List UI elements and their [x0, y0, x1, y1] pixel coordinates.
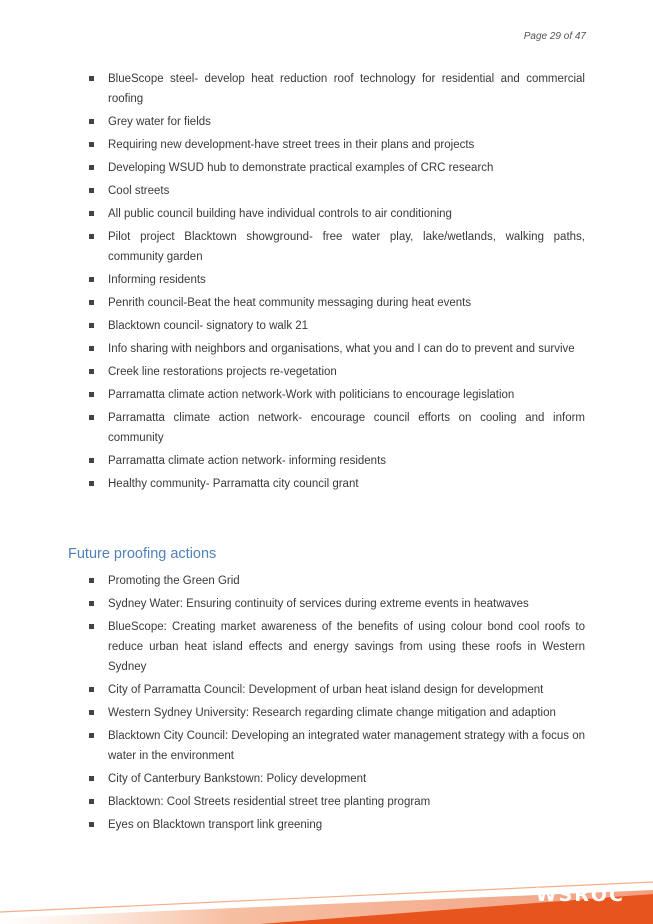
list-item: Developing WSUD hub to demonstrate practical examples of CRC research — [0, 158, 653, 178]
list-item: Grey water for fields — [0, 112, 653, 132]
list-item: Requiring new development-have street trees in their plans and projects — [0, 135, 653, 155]
list-item: Western Sydney University: Research regarding climate change mitigation and adaption — [0, 703, 653, 723]
list-item: Promoting the Green Grid — [0, 571, 653, 591]
list-item: Blacktown City Council: Developing an integrated water management strategy with a focus on water in the environment — [0, 726, 653, 766]
list-item: Pilot project Blacktown showground- free water play, lake/wetlands, walking paths, community garden — [0, 227, 653, 267]
list-item: Creek line restorations projects re-vegetation — [0, 362, 653, 382]
list-item: Penrith council-Beat the heat community messaging during heat events — [0, 293, 653, 313]
future-proofing-list — [0, 571, 653, 838]
list-item: BlueScope steel- develop heat reduction roof technology for residential and commercial roofing — [0, 69, 653, 109]
list-item: All public council building have individual controls to air conditioning — [0, 204, 653, 224]
list-item: BlueScope: Creating market awareness of the benefits of using colour bond cool roofs to reduce urban heat island effects and energy savings from using these roofs in Western Sydney — [0, 617, 653, 677]
list-item: Eyes on Blacktown transport link greening — [0, 815, 653, 835]
wsroc-logo: WSROC — [535, 884, 625, 906]
top-action-list — [0, 69, 653, 497]
list-item: Parramatta climate action network- informing residents — [0, 451, 653, 471]
list-item: Info sharing with neighbors and organisations, what you and I can do to prevent and survive — [0, 339, 653, 359]
list-item: Blacktown council- signatory to walk 21 — [0, 316, 653, 336]
list-item: City of Parramatta Council: Development of urban heat island design for development — [0, 680, 653, 700]
list-item: Cool streets — [0, 181, 653, 201]
list-item: Parramatta climate action network- encourage council efforts on cooling and inform community — [0, 408, 653, 448]
list-item: Sydney Water: Ensuring continuity of services during extreme events in heatwaves — [0, 594, 653, 614]
list-item: Informing residents — [0, 270, 653, 290]
list-item: Parramatta climate action network-Work with politicians to encourage legislation — [0, 385, 653, 405]
list-item: Blacktown: Cool Streets residential street tree planting program — [0, 792, 653, 812]
list-item: City of Canterbury Bankstown: Policy development — [0, 769, 653, 789]
section-heading-future-proofing: Future proofing actions — [68, 546, 217, 562]
list-item: Healthy community- Parramatta city council grant — [0, 474, 653, 494]
page-number: Page 29 of 47 — [523, 31, 586, 42]
